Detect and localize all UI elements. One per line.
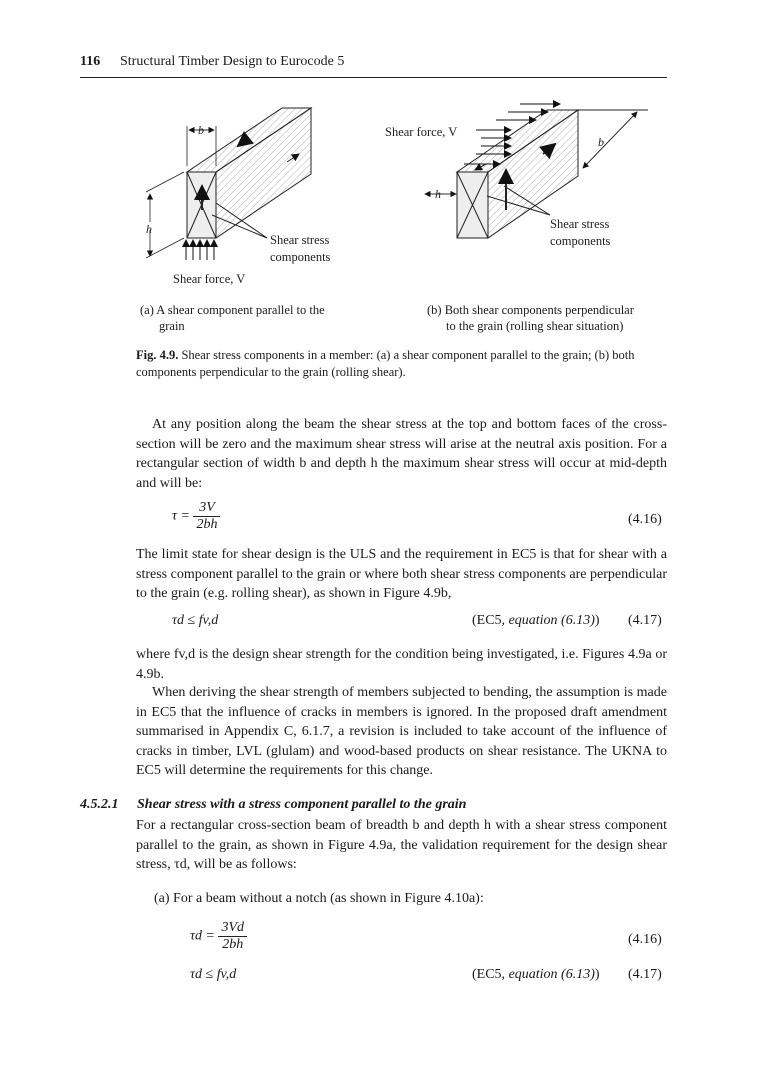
eq-4-16-denominator: 2bh bbox=[196, 517, 218, 532]
paragraph-3: where fv,d is the design shear strength for the condition being investigated, i.e. Figures 4.9a or 4.9b. bbox=[136, 647, 667, 682]
subcaption-a bbox=[140, 302, 380, 334]
dim-h-label-b: h bbox=[435, 187, 441, 201]
eq-4-16b-denominator: 2bh bbox=[222, 937, 244, 952]
eq-4-17-ref-post: ) bbox=[594, 613, 600, 628]
eq-4-16-lhs: τ = bbox=[172, 508, 190, 524]
subcaption-b-line2: to the grain (rolling shear situation) bbox=[446, 319, 624, 333]
figure-caption-label: Fig. 4.9. bbox=[136, 348, 179, 362]
shear-arrows-a bbox=[186, 240, 214, 260]
dim-h-label-a: h bbox=[146, 222, 152, 236]
subcaption-a-line1: (a) A shear component parallel to the bbox=[140, 303, 325, 317]
label-shear-force-b: Shear force, V bbox=[385, 125, 458, 139]
header-rule bbox=[80, 77, 667, 78]
paragraph-4: When deriving the shear strength of members subjected to bending, the assumption is made in EC5 that the influence of cracks in members is ignored. In the proposed draft amendment summarised in Appendix C, 6.1.7, a revision is included to take account of the influence of cracks in timber, LVL (glulam) and wood-based products on shear resistance. The UKNA to EC5 will determine the requirements for this change. bbox=[136, 685, 667, 779]
label-shear-force-a: Shear force, V bbox=[173, 272, 246, 286]
equation-number-4-16: (4.16) bbox=[628, 512, 662, 527]
label-shear-stress-a: Shear stress bbox=[270, 233, 330, 247]
subcaption-b bbox=[427, 302, 687, 334]
paragraph-2: The limit state for shear design is the ULS and the requirement in EC5 is that for shear with a stress component parallel to the grain or where both shear stress components are perpendicular to the grain (e.g. rolling shear), as shown in Figure 4.9b, bbox=[136, 547, 667, 602]
figure-caption bbox=[136, 347, 666, 381]
dim-b-label-b: b bbox=[598, 135, 604, 149]
dim-h-a bbox=[146, 172, 184, 258]
equation-number-4-16-design: (4.16) bbox=[628, 932, 662, 947]
dim-b-label-a: b bbox=[198, 123, 204, 137]
equation-number-4-17: (4.17) bbox=[628, 613, 662, 628]
equation-4-17-reference bbox=[472, 613, 600, 629]
equation-4-16 bbox=[172, 500, 220, 533]
label-components-b: components bbox=[550, 234, 611, 248]
section-number: 4.5.2.1 bbox=[80, 797, 119, 812]
label-shear-stress-b: Shear stress bbox=[550, 217, 610, 231]
eq-4-17b-ref-pre: (EC5, bbox=[472, 967, 509, 982]
dim-b-b bbox=[583, 112, 637, 168]
eq-4-17b-ref-em: equation (6.13) bbox=[508, 967, 595, 982]
eq-4-17b-ref-post: ) bbox=[594, 967, 600, 982]
subcaption-a-line2: grain bbox=[159, 319, 185, 333]
eq-4-16-numerator: 3V bbox=[193, 500, 220, 517]
equation-4-17-design-reference bbox=[472, 967, 600, 983]
eq-4-17-ref-em: equation (6.13) bbox=[508, 613, 595, 628]
list-item-a: (a) For a beam without a notch (as shown in Figure 4.10a): bbox=[154, 891, 484, 906]
equation-4-16-design bbox=[190, 920, 247, 953]
page-number: 116 bbox=[80, 54, 101, 69]
eq-4-16b-numerator: 3Vd bbox=[218, 920, 247, 937]
beam-a bbox=[187, 108, 311, 238]
subcaption-b-line1: (b) Both shear components perpendicular bbox=[427, 303, 634, 317]
equation-4-17-design: τd ≤ fv,d bbox=[190, 967, 237, 982]
paragraph-5: For a rectangular cross-section beam of breadth b and depth h with a shear stress component parallel to the grain, as shown in Figure 4.9a, the validation requirement for the design shear stress, τd, will be as follows: bbox=[136, 818, 667, 873]
eq-4-16b-lhs: τd = bbox=[190, 928, 215, 944]
running-title: Structural Timber Design to Eurocode 5 bbox=[120, 54, 345, 69]
paragraph-1: At any position along the beam the shear stress at the top and bottom faces of the cross-section will be zero and the maximum shear stress will arise at the neutral axis position. For a rectangular section of width b and depth h the maximum shear stress will occur at mid-depth and will be: bbox=[136, 417, 667, 491]
equation-number-4-17-design: (4.17) bbox=[628, 967, 662, 982]
label-components-a: components bbox=[270, 250, 331, 264]
eq-4-17-ref-pre: (EC5, bbox=[472, 613, 509, 628]
section-title: Shear stress with a stress component parallel to the grain bbox=[137, 797, 467, 812]
figure-caption-text: Shear stress components in a member: (a) a shear component parallel to the grain; (b) both components perpendicular to the grain (rolling shear). bbox=[136, 348, 635, 379]
equation-4-17: τd ≤ fv,d bbox=[172, 613, 219, 628]
